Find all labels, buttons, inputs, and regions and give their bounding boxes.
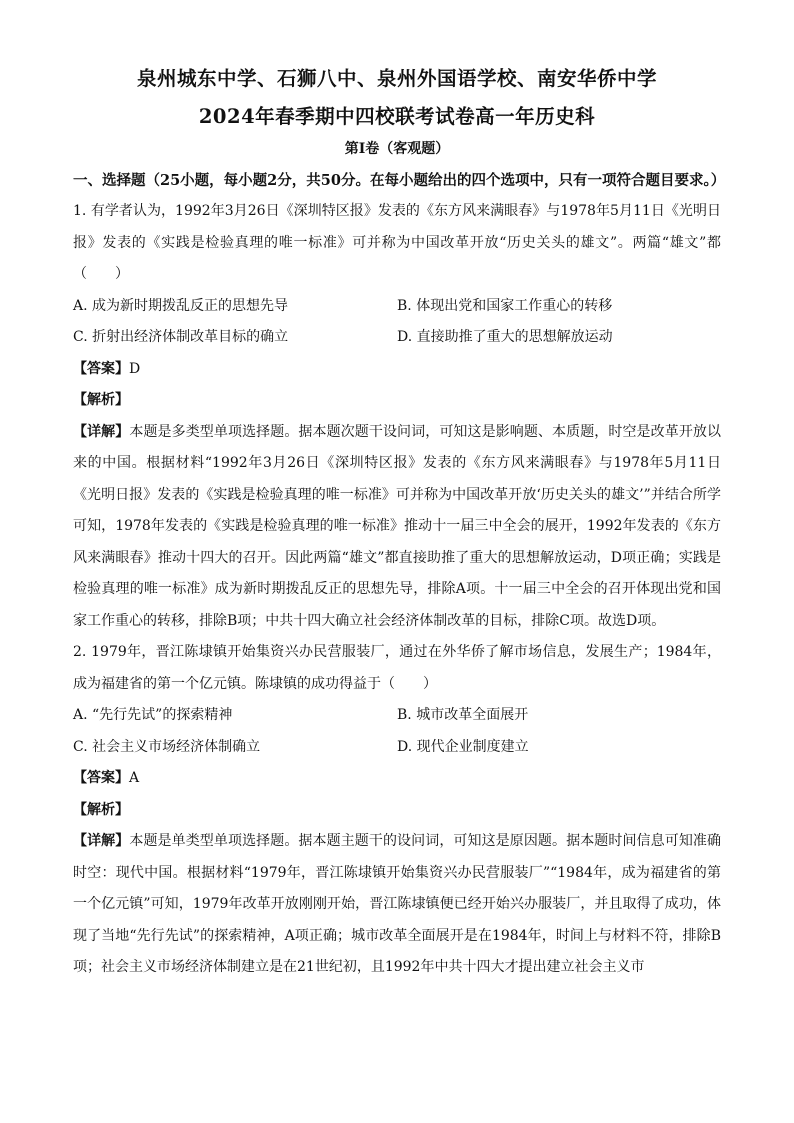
question-2: [73, 637, 721, 984]
answer-label: 【答案】: [73, 360, 129, 377]
answer-line: [73, 354, 721, 386]
detail-text: 本题是单类型单项选择题。据本题主题干的设问词，可知这是原因题。据本题时间信息可知准确时空：现代中国。根据材料“1979年，晋江陈埭镇开始集资兴办民营服装厂”“1984年，成为福建省的第一个亿元镇”可知，1979年改革开放刚刚开始，晋江陈埭镇便已经开始兴办服装厂，并且取得了成功，体现了当地“先行先试”的探索精神，A项正确；城市改革全面展开是在1984年，时间上与材料不符，排除B项；社会主义市场经济体制建立是在21世纪初，且1992年中共十四大才提出建立社会主义市: [73, 833, 722, 975]
answer-value: A: [129, 770, 140, 786]
option-c: C. 社会主义市场经济体制确立: [73, 738, 261, 755]
option-a: A. “先行先试”的探索精神: [73, 707, 233, 723]
option-a: A. 成为新时期拨乱反正的思想先导: [73, 297, 289, 314]
option-b: B. 体现出党和国家工作重心的转移: [397, 297, 613, 314]
detail-paragraph: [73, 417, 721, 638]
options-grid: [73, 291, 721, 354]
option-d: D. 直接助推了重大的思想解放运动: [397, 329, 613, 345]
option-b: B. 城市改革全面展开: [397, 707, 529, 723]
exam-title: 2024年春季期中四校联考试卷高一年历史科: [198, 105, 596, 128]
section-heading: 一、选择题（25小题，每小题2分，共50分。在每小题给出的四个选项中，只有一项符合题目要求。）: [73, 172, 726, 189]
answer-label: 【答案】: [73, 770, 129, 786]
detail-label: 【详解】: [73, 833, 130, 849]
option-d: D. 现代企业制度建立: [397, 738, 529, 755]
detail-label: 【详解】: [73, 423, 130, 440]
analysis-label: 【解析】: [73, 392, 129, 408]
options-grid: [73, 700, 721, 763]
option-c: C. 折射出经济体制改革目标的确立: [73, 329, 289, 345]
detail-text: 本题是多类型单项选择题。据本题次题干设问词，可知这是影响题、本质题，时空是改革开放以来的中国。根据材料“1992年3月26日《深圳特区报》发表的《东方风来满眼春》与1978年5月11日《光明日报》发表的《实践是检验真理的唯一标准》可并称为中国改革开放‘历史关头的雄文’”并结合所学可知，1978年发表的《实践是检验真理的唯一标准》推动十一届三中全会的展开，1992年发表的《东方风来满眼春》推动十四大的召开。因此两篇“雄文”都直接助推了重大的思想解放运动，D项正确；实践是检验真理的唯一标准》成为新时期拨乱反正的思想先导，排除A项。十一届三中全会的召开体现出党和国家工作重心的转移，排除B项；中共十四大确立社会经济体制改革的目标，排除C项。故选D项。: [73, 423, 722, 629]
question-stem: 2. 1979年，晋江陈埭镇开始集资兴办民营服装厂，通过在外华侨了解市场信息，发展生产；1984年，成为福建省的第一个亿元镇。陈埭镇的成功得益于（ ）: [73, 644, 721, 692]
answer-line: [73, 763, 721, 795]
schools-title: 泉州城东中学、石狮八中、泉州外国语学校、南安华侨中学: [136, 67, 657, 90]
question-stem: 1. 有学者认为，1992年3月26日《深圳特区报》发表的《东方风来满眼春》与1978年5月11日《光明日报》发表的《实践是检验真理的唯一标准》可并称为中国改革开放“历史关头的雄文”。两篇“雄文”都（ ）: [73, 203, 721, 282]
answer-value: D: [129, 360, 141, 377]
question-1: [73, 196, 721, 637]
volume-title: 第Ⅰ卷（客观题）: [344, 141, 450, 157]
detail-paragraph: [73, 826, 721, 984]
analysis-label: 【解析】: [73, 801, 129, 818]
